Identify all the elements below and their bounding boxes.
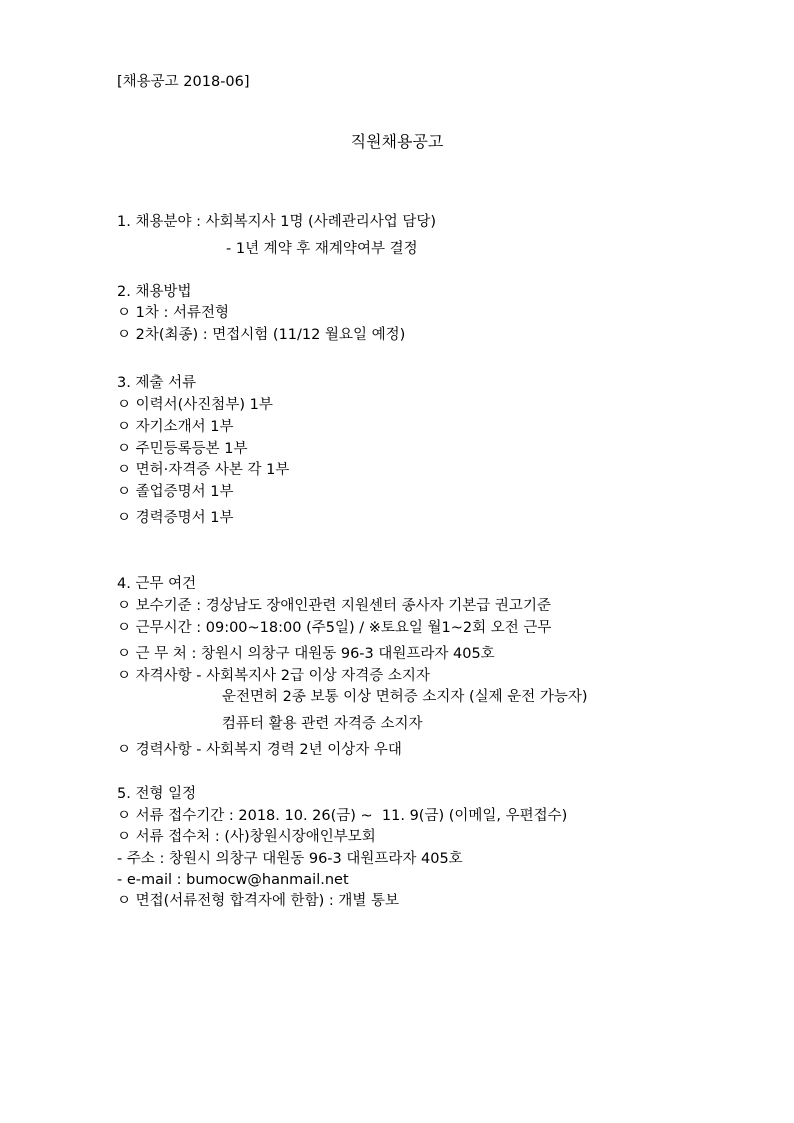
- section-2-heading: 2. 채용방법: [117, 284, 192, 300]
- list-item: ㅇ 근무시간 : 09:00~18:00 (주5일) / ※토요일 월1~2회 오전 근무: [117, 620, 552, 636]
- qualification-continued: 컴퓨터 활용 관련 자격증 소지자: [222, 716, 423, 732]
- list-item: ㅇ 2차(최종) : 면접시험 (11/12 월요일 예정): [117, 327, 406, 343]
- list-item: ㅇ 주민등록등본 1부: [117, 441, 248, 457]
- list-item: ㅇ 자기소개서 1부: [117, 419, 234, 435]
- list-item: ㅇ 자격사항 - 사회복지사 2급 이상 자격증 소지자: [117, 668, 430, 684]
- list-item: ㅇ 면허·자격증 사본 각 1부: [117, 462, 290, 478]
- list-item: ㅇ 서류 접수기간 : 2018. 10. 26(금) ~ 11. 9(금) (이메일, 우편접수): [117, 808, 568, 824]
- section-1-heading: 1. 채용분야 : 사회복지사 1명 (사례관리사업 담당): [117, 214, 437, 230]
- section-1-note: - 1년 계약 후 재계약여부 결정: [226, 241, 418, 257]
- section-4-heading: 4. 근무 여건: [117, 576, 197, 592]
- notice-code: [채용공고 2018-06]: [117, 74, 250, 90]
- qualification-continued: 운전면허 2종 보통 이상 면허증 소지자 (실제 운전 가능자): [222, 689, 588, 705]
- section-5-heading: 5. 전형 일정: [117, 786, 197, 802]
- list-item: ㅇ 이력서(사진첨부) 1부: [117, 397, 273, 413]
- list-item: - 주소 : 창원시 의창구 대원동 96-3 대원프라자 405호: [117, 851, 463, 867]
- list-item: ㅇ 면접(서류전형 합격자에 한함) : 개별 통보: [117, 893, 399, 909]
- list-item: ㅇ 근 무 처 : 창원시 의창구 대원동 96-3 대원프라자 405호: [117, 646, 495, 662]
- list-item: ㅇ 졸업증명서 1부: [117, 484, 234, 500]
- list-item: ㅇ 경력증명서 1부: [117, 510, 234, 526]
- page-title: 직원채용공고: [350, 132, 444, 151]
- list-item: ㅇ 보수기준 : 경상남도 장애인관련 지원센터 종사자 기본급 권고기준: [117, 598, 551, 614]
- section-3-heading: 3. 제출 서류: [117, 375, 197, 391]
- list-item: ㅇ 1차 : 서류전형: [117, 305, 229, 321]
- list-item: ㅇ 서류 접수처 : (사)창원시장애인부모회: [117, 829, 376, 845]
- list-item: - e-mail : bumocw@hanmail.net: [117, 872, 349, 888]
- list-item: ㅇ 경력사항 - 사회복지 경력 2년 이상자 우대: [117, 742, 402, 758]
